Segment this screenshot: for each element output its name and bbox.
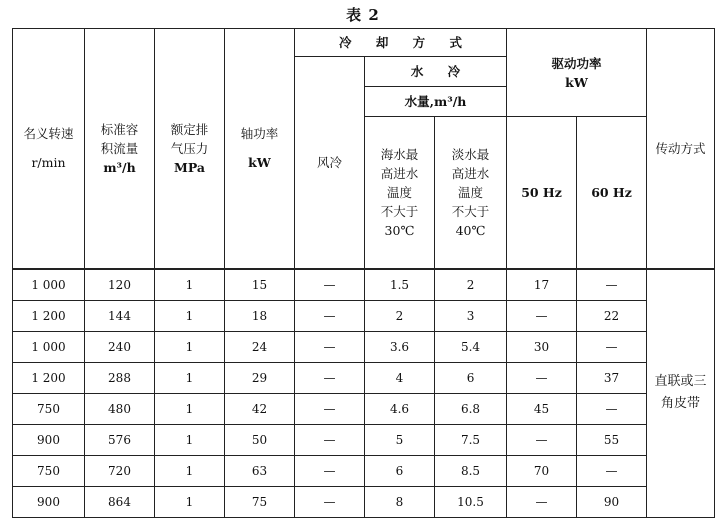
cell-air: —	[295, 300, 365, 331]
cell-air: —	[295, 331, 365, 362]
cell-pressure: 1	[155, 486, 225, 517]
cell-pressure: 1	[155, 362, 225, 393]
cell-p60: 55	[577, 424, 647, 455]
cell-p60: 37	[577, 362, 647, 393]
cell-speed: 750	[13, 455, 85, 486]
cell-speed: 750	[13, 393, 85, 424]
cell-flow: 288	[85, 362, 155, 393]
cell-p50: 30	[507, 331, 577, 362]
cell-fresh: 6	[435, 362, 507, 393]
cell-speed: 1 200	[13, 300, 85, 331]
header-shaft-power: 轴功率 kW	[225, 29, 295, 269]
cell-power: 50	[225, 424, 295, 455]
cell-fresh: 7.5	[435, 424, 507, 455]
cell-power: 18	[225, 300, 295, 331]
cell-p60: —	[577, 331, 647, 362]
cell-speed: 1 200	[13, 362, 85, 393]
cell-p50: 45	[507, 393, 577, 424]
cell-air: —	[295, 269, 365, 301]
cell-p60: 22	[577, 300, 647, 331]
cell-power: 75	[225, 486, 295, 517]
cell-flow: 144	[85, 300, 155, 331]
cell-sea: 2	[365, 300, 435, 331]
header-drive-power: 驱动功率 kW	[507, 29, 647, 117]
cell-fresh: 6.8	[435, 393, 507, 424]
cell-speed: 900	[13, 486, 85, 517]
cell-p50: —	[507, 424, 577, 455]
cell-pressure: 1	[155, 424, 225, 455]
header-std-flow: 标准容 积流量 m³/h	[85, 29, 155, 269]
table-row	[13, 486, 715, 517]
header-rated-pressure: 额定排 气压力 MPa	[155, 29, 225, 269]
header-50hz: 50 Hz	[507, 117, 577, 269]
cell-p50: 70	[507, 455, 577, 486]
table-row	[13, 331, 715, 362]
cell-p60: —	[577, 269, 647, 301]
header-seawater: 海水最 高进水 温度 不大于 30℃	[365, 117, 435, 269]
cell-flow: 576	[85, 424, 155, 455]
cell-power: 15	[225, 269, 295, 301]
cell-sea: 5	[365, 424, 435, 455]
cell-speed: 1 000	[13, 331, 85, 362]
header-60hz: 60 Hz	[577, 117, 647, 269]
cell-air: —	[295, 486, 365, 517]
cell-speed: 900	[13, 424, 85, 455]
cell-speed: 1 000	[13, 269, 85, 301]
cell-sea: 6	[365, 455, 435, 486]
table-row	[13, 393, 715, 424]
spec-table	[12, 28, 715, 518]
cell-pressure: 1	[155, 393, 225, 424]
header-water-cooling: 水 冷	[365, 57, 507, 87]
cell-power: 42	[225, 393, 295, 424]
table-row	[13, 455, 715, 486]
table-row	[13, 424, 715, 455]
table-row	[13, 269, 715, 301]
header-transmission: 传动方式	[647, 29, 715, 269]
header-water-volume: 水量,m³/h	[365, 87, 507, 117]
cell-sea: 1.5	[365, 269, 435, 301]
cell-fresh: 5.4	[435, 331, 507, 362]
cell-air: —	[295, 424, 365, 455]
cell-power: 63	[225, 455, 295, 486]
cell-power: 29	[225, 362, 295, 393]
cell-pressure: 1	[155, 455, 225, 486]
cell-sea: 8	[365, 486, 435, 517]
header-air-cooling: 风冷	[295, 57, 365, 269]
table-row	[13, 300, 715, 331]
cell-fresh: 2	[435, 269, 507, 301]
cell-pressure: 1	[155, 269, 225, 301]
cell-flow: 720	[85, 455, 155, 486]
cell-flow: 120	[85, 269, 155, 301]
header-nominal-speed: 名义转速 r/min	[13, 29, 85, 269]
cell-air: —	[295, 362, 365, 393]
cell-flow: 864	[85, 486, 155, 517]
cell-sea: 4.6	[365, 393, 435, 424]
cell-pressure: 1	[155, 300, 225, 331]
cell-p50: —	[507, 486, 577, 517]
cell-flow: 480	[85, 393, 155, 424]
header-freshwater: 淡水最 高进水 温度 不大于 40℃	[435, 117, 507, 269]
cell-fresh: 3	[435, 300, 507, 331]
cell-p50: —	[507, 300, 577, 331]
cell-sea: 3.6	[365, 331, 435, 362]
cell-power: 24	[225, 331, 295, 362]
cell-air: —	[295, 393, 365, 424]
cell-pressure: 1	[155, 331, 225, 362]
cell-air: —	[295, 455, 365, 486]
cell-p50: —	[507, 362, 577, 393]
cell-sea: 4	[365, 362, 435, 393]
cell-flow: 240	[85, 331, 155, 362]
cell-p60: —	[577, 393, 647, 424]
cell-fresh: 8.5	[435, 455, 507, 486]
cell-p60: —	[577, 455, 647, 486]
table-body	[13, 269, 715, 518]
header-cooling: 冷 却 方 式	[295, 29, 507, 57]
cell-fresh: 10.5	[435, 486, 507, 517]
cell-transmission: 直联或三 角皮带	[647, 269, 715, 518]
table-caption: 表 2	[346, 6, 380, 24]
cell-p50: 17	[507, 269, 577, 301]
table-row	[13, 362, 715, 393]
cell-p60: 90	[577, 486, 647, 517]
